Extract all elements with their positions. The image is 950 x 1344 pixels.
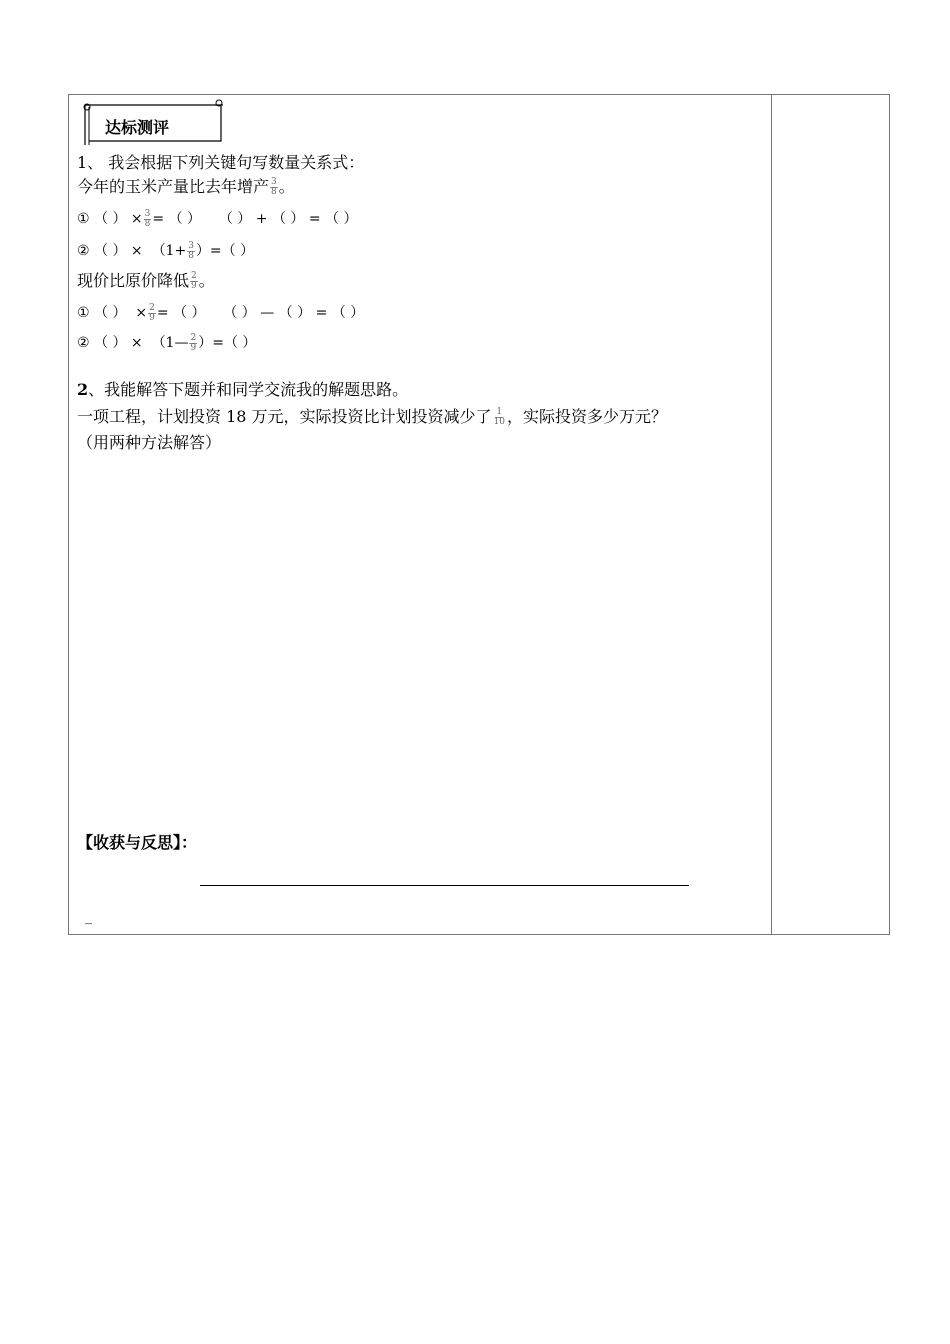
blank: （ ）: [271, 211, 305, 227]
blank: （ ）: [94, 335, 127, 351]
blank: （ ）: [331, 305, 365, 321]
reflection-dash: _: [85, 909, 92, 925]
q1-sentence1: 今年的玉米产量比去年增产 $\frac{3}{8}$ 。: [77, 177, 295, 197]
q1-sentence1-text: 今年的玉米产量比去年增产: [77, 177, 270, 196]
reflection-answer-line: [200, 885, 689, 886]
fraction-3-8: $\frac{3}{8}$: [271, 177, 277, 197]
blank: （ ）: [218, 211, 252, 227]
blank: （ ）: [94, 243, 127, 259]
q1-row1: ① （ ） × $\frac{3}{8}$ = （ ） （ ） + （ ） = （ ）: [77, 208, 358, 229]
blank: （ ）: [94, 211, 127, 227]
q2-heading: [77, 380, 408, 400]
q1-sentence2: 现价比原价降低 $\frac{2}{9}$ 。: [77, 271, 215, 291]
q1-sentence2-text: 现价比原价降低: [77, 271, 190, 290]
section-title: 达标测评: [105, 118, 170, 137]
fraction-2-9: $\frac{2}{9}$: [191, 271, 197, 291]
table-column-divider: [771, 95, 772, 934]
fraction-2-9: $\frac{2}{9}$: [149, 302, 155, 323]
fraction-2-9: $\frac{2}{9}$: [190, 332, 197, 353]
q2-heading-text: 、我能解答下题并和同学交流我的解题思路。: [88, 380, 409, 399]
blank: （ ）: [325, 211, 358, 227]
fraction-3-8: $\frac{3}{8}$: [144, 208, 151, 229]
q2-number: 2: [77, 380, 89, 399]
reflection-label: 【收获与反思】：: [77, 833, 198, 852]
q2-problem: 一项工程，计划投资 18 万元，实际投资比计划投资减少了 $\frac{1}{10}$ ，实际投资多少万元？: [77, 407, 668, 427]
section-title-banner: [81, 99, 227, 141]
blank: （ ）: [278, 305, 312, 321]
q1-row2: ② （ ） × （1+ $\frac{3}{8}$ ）=（ ）: [77, 240, 255, 261]
blank: （ ）: [94, 305, 127, 321]
q1-row3: ① （ ） × $\frac{2}{9}$ = （ ） （ ） — （ ） = （ ）: [77, 302, 365, 323]
blank: （ ）: [173, 305, 206, 321]
blank: （ ）: [223, 305, 256, 321]
worksheet-table: [68, 94, 890, 935]
fraction-3-8: $\frac{3}{8}$: [188, 240, 194, 261]
blank: （ ）: [168, 211, 202, 227]
q1-heading: 1、 我会根据下列关键句写数量关系式：: [77, 153, 365, 172]
q1-row4: ② （ ） × （1— $\frac{2}{9}$ ）=（ ）: [77, 332, 257, 353]
q2-note: （用两种方法解答）: [77, 433, 222, 452]
fraction-1-10: $\frac{1}{10}$: [493, 407, 505, 427]
